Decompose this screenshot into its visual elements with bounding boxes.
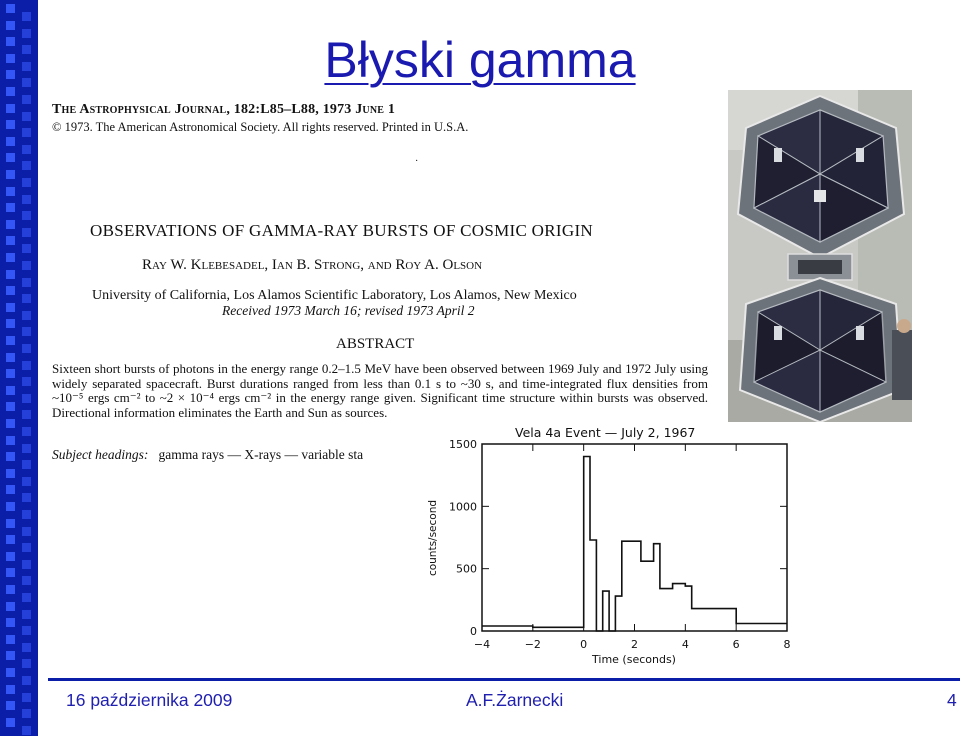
sidebar-square [6,419,15,428]
sidebar-square [6,104,15,113]
sidebar-square [22,278,31,287]
sidebar-square [22,527,31,536]
sidebar-square [22,427,31,436]
sidebar-square [6,369,15,378]
x-tick-group [474,444,790,651]
sidebar-square [6,535,15,544]
sidebar-square [22,178,31,187]
footer-date: 16 października 2009 [66,690,233,710]
footer-page-number: 4 [947,690,957,710]
sidebar-square [22,327,31,336]
sidebar-square [6,651,15,660]
y-tick-label: 1500 [449,438,477,451]
plot-frame [482,444,787,631]
sidebar-square [22,228,31,237]
sidebar-square [6,236,15,245]
sidebar-square [6,485,15,494]
x-tick-label: 2 [631,638,638,651]
journal-line: The Astrophysical Journal, 182:L85–L88, 1973 June 1 [52,102,396,117]
sidebar-square [6,170,15,179]
sidebar-square [22,410,31,419]
paper-affiliation: University of California, Los Alamos Scientific Laboratory, Los Alamos, New Mexico [92,288,577,303]
sidebar-square [22,128,31,137]
sidebar-square [6,685,15,694]
chart-title: Vela 4a Event — July 2, 1967 [515,425,696,440]
light-curve-chart [420,422,790,670]
abstract-text: Sixteen short bursts of photons in the energy range 0.2–1.5 MeV have been observed between 1969 July and 1972 July using widely separated spacecraft. Burst durations ranged from less than 0.1 s to ~30 s, and time-integrated flux densities from ~10⁻⁵ ergs cm⁻² to ~2 × 10⁻⁴ ergs cm⁻² in the energy range given. Significant time structure within bursts was observed. Directional information eliminates the Earth and Sun as sources. [52,361,708,420]
x-tick-label: 6 [732,638,740,651]
paper-received: Received 1973 March 16; revised 1973 April 2 [222,303,475,318]
sidebar-square [22,726,31,735]
sidebar-square [22,112,31,121]
slide-title: Błyski gamma [324,32,636,88]
y-tick-label: 500 [456,562,477,576]
sidebar-square [6,21,15,30]
sidebar-square [22,659,31,668]
sidebar-square [22,211,31,220]
sidebar-square [22,676,31,685]
sidebar-square [6,4,15,13]
sidebar-square [6,270,15,279]
sidebar-square [6,618,15,627]
sidebar-square [6,718,15,727]
sidebar-square [6,137,15,146]
x-tick-label: 8 [783,638,790,651]
sidebar-square [22,244,31,253]
sidebar-square [22,344,31,353]
sidebar-square [22,294,31,303]
x-tick-label: −4 [473,638,491,651]
x-tick-label: 0 [580,638,588,651]
sidebar-square [6,502,15,511]
subject-headings [52,447,363,463]
sidebar-square [22,261,31,270]
sidebar-square [22,444,31,453]
sidebar-square [22,195,31,204]
sidebar-square [6,153,15,162]
sidebar-square [6,585,15,594]
sidebar-square [22,693,31,702]
sidebar-square [6,253,15,262]
sidebar-square [6,452,15,461]
abstract-heading: ABSTRACT [336,336,415,352]
sidebar-square [6,336,15,345]
sidebar-square [22,460,31,469]
sidebar-square [22,477,31,486]
sidebar-square [22,311,31,320]
y-tick-label: 0 [470,625,477,638]
y-tick-label: 1000 [449,500,477,514]
sidebar-square [22,361,31,370]
paper-title: OBSERVATIONS OF GAMMA-RAY BURSTS OF COSMIC ORIGIN [90,221,593,240]
sidebar-square [6,286,15,295]
sidebar-square [6,552,15,561]
sidebar-square [6,386,15,395]
footer-divider [48,678,960,681]
sidebar-square [22,394,31,403]
x-tick-label: 4 [681,638,689,651]
sidebar-square [6,319,15,328]
sidebar-square [6,568,15,577]
sidebar-square [22,560,31,569]
footer-author: A.F.Żarnecki [466,690,564,710]
sidebar-square [22,493,31,502]
sidebar-square [6,519,15,528]
sidebar-square [22,610,31,619]
sidebar-square [6,220,15,229]
x-tick-label: −2 [524,638,541,651]
vela-satellite-photo [728,90,912,422]
subject-text: gamma rays — X-rays — variable sta [158,447,364,462]
sidebar-square [6,203,15,212]
subject-label: Subject headings: [52,447,149,462]
sidebar-square [6,701,15,710]
y-axis-label: counts/second [427,499,439,577]
sidebar-square [22,643,31,652]
sidebar-square [22,626,31,635]
paper-authors: Ray W. Klebesadel, Ian B. Strong, and Roy A. Olson [142,257,483,273]
sidebar-square [22,709,31,718]
sidebar-square [6,635,15,644]
sidebar-square [22,161,31,170]
sidebar-square [22,145,31,154]
paper-scan [50,100,710,470]
sidebar-square [6,436,15,445]
slide-sidebar [0,0,38,736]
sidebar-square [22,593,31,602]
sidebar-square [22,576,31,585]
sidebar-square [6,469,15,478]
copyright-line: © 1973. The American Astronomical Society. All rights reserved. Printed in U.S.A. [52,120,469,134]
sidebar-square [6,353,15,362]
sidebar-square [6,602,15,611]
scan-speck: · [415,156,419,167]
sidebar-square [6,668,15,677]
sidebar-square [6,303,15,312]
sidebar-square [6,402,15,411]
sidebar-square [22,510,31,519]
sidebar-square [22,377,31,386]
sidebar-square [22,543,31,552]
sidebar-square [6,120,15,129]
sidebar-square [6,187,15,196]
series-line [482,457,787,632]
x-axis-label: Time (seconds) [592,653,676,666]
sidebar-square [22,12,31,21]
sidebar-square [22,95,31,104]
